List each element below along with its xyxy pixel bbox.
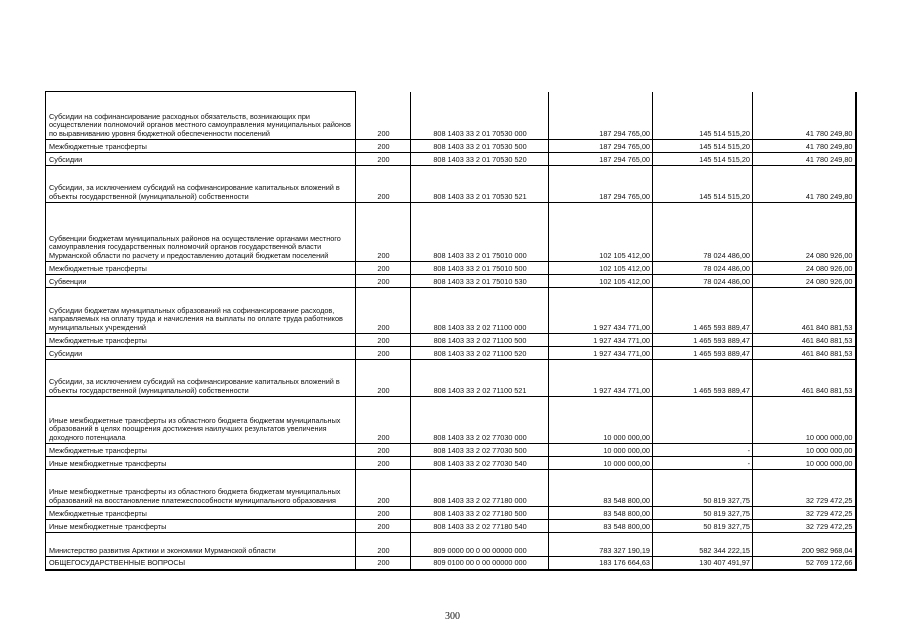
row-value-2: 1 465 593 889,47 [653, 360, 753, 397]
row-code: 200 [356, 360, 411, 397]
row-value-3: 10 000 000,00 [753, 444, 856, 457]
row-code: 200 [356, 533, 411, 557]
row-code: 200 [356, 275, 411, 288]
row-value-2: 1 465 593 889,47 [653, 288, 753, 334]
row-name: Субсидии [46, 347, 356, 360]
row-code: 200 [356, 457, 411, 470]
row-kbk: 808 1403 33 2 01 70530 000 [411, 92, 549, 140]
row-code: 200 [356, 288, 411, 334]
row-name: Межбюджетные трансферты [46, 140, 356, 153]
row-value-1: 187 294 765,00 [549, 153, 653, 166]
row-value-2: 1 465 593 889,47 [653, 334, 753, 347]
row-kbk: 809 0100 00 0 00 00000 000 [411, 557, 549, 570]
row-name: Субсидии, за исключением субсидий на софинансирование капитальных вложений в объекты государственной (муниципальной) собственности [46, 360, 356, 397]
table-row [46, 275, 856, 288]
row-value-2: 78 024 486,00 [653, 262, 753, 275]
row-kbk: 808 1403 33 2 02 71100 520 [411, 347, 549, 360]
table-row [46, 347, 856, 360]
row-name: Межбюджетные трансферты [46, 334, 356, 347]
table-row [46, 153, 856, 166]
table-row [46, 457, 856, 470]
row-value-1: 10 000 000,00 [549, 444, 653, 457]
row-kbk: 808 1403 33 2 02 77180 000 [411, 470, 549, 507]
row-name: Межбюджетные трансферты [46, 507, 356, 520]
row-value-1: 10 000 000,00 [549, 397, 653, 444]
row-value-1: 187 294 765,00 [549, 166, 653, 203]
row-name: Субсидии, за исключением субсидий на софинансирование капитальных вложений в объекты государственной (муниципальной) собственности [46, 166, 356, 203]
row-name: Межбюджетные трансферты [46, 262, 356, 275]
row-value-1: 1 927 434 771,00 [549, 288, 653, 334]
row-value-2: 145 514 515,20 [653, 166, 753, 203]
row-value-1: 83 548 800,00 [549, 520, 653, 533]
row-code: 200 [356, 444, 411, 457]
table-row [46, 334, 856, 347]
row-value-3: 461 840 881,53 [753, 288, 856, 334]
row-code: 200 [356, 203, 411, 262]
row-name: Субсидии на софинансирование расходных обязательств, возникающих при осуществлении полномочий органов местного самоуправления муниципальных районов по выравниванию уровня бюджетной обеспеченности поселений [46, 92, 356, 140]
row-code: 200 [356, 470, 411, 507]
row-value-1: 83 548 800,00 [549, 470, 653, 507]
row-value-1: 1 927 434 771,00 [549, 347, 653, 360]
row-name: Субсидии [46, 153, 356, 166]
row-code: 200 [356, 334, 411, 347]
row-value-1: 10 000 000,00 [549, 457, 653, 470]
row-kbk: 808 1403 33 2 02 77030 500 [411, 444, 549, 457]
row-value-1: 187 294 765,00 [549, 92, 653, 140]
row-code: 200 [356, 153, 411, 166]
row-value-2 [653, 397, 753, 444]
row-name: Иные межбюджетные трансферты из областного бюджета бюджетам муниципальных образований на восстановление платежеспособности муниципального образования [46, 470, 356, 507]
row-code: 200 [356, 140, 411, 153]
row-value-2: - [653, 444, 753, 457]
row-value-2: 50 819 327,75 [653, 470, 753, 507]
row-kbk: 808 1403 33 2 02 77180 500 [411, 507, 549, 520]
row-name: Иные межбюджетные трансферты [46, 520, 356, 533]
table-row [46, 92, 856, 140]
row-value-1: 187 294 765,00 [549, 140, 653, 153]
row-kbk: 808 1403 33 2 02 77180 540 [411, 520, 549, 533]
row-code: 200 [356, 507, 411, 520]
row-value-3: 24 080 926,00 [753, 275, 856, 288]
table-row [46, 520, 856, 533]
row-value-1: 1 927 434 771,00 [549, 360, 653, 397]
row-value-3: 461 840 881,53 [753, 360, 856, 397]
row-value-1: 102 105 412,00 [549, 262, 653, 275]
row-value-3: 32 729 472,25 [753, 520, 856, 533]
row-value-1: 1 927 434 771,00 [549, 334, 653, 347]
row-kbk: 808 1403 33 2 01 70530 521 [411, 166, 549, 203]
row-value-2: 582 344 222,15 [653, 533, 753, 557]
table-row [46, 288, 856, 334]
table-row [46, 203, 856, 262]
table-row [46, 360, 856, 397]
row-value-1: 183 176 664,63 [549, 557, 653, 570]
table-row [46, 444, 856, 457]
row-kbk: 808 1403 33 2 01 75010 530 [411, 275, 549, 288]
row-code: 200 [356, 347, 411, 360]
row-value-3: 32 729 472,25 [753, 470, 856, 507]
row-kbk: 808 1403 33 2 01 75010 000 [411, 203, 549, 262]
row-value-1: 102 105 412,00 [549, 203, 653, 262]
row-value-3: 24 080 926,00 [753, 203, 856, 262]
row-value-2: 145 514 515,20 [653, 153, 753, 166]
table-row [46, 470, 856, 507]
row-kbk: 808 1403 33 2 02 71100 500 [411, 334, 549, 347]
row-name: Межбюджетные трансферты [46, 444, 356, 457]
row-kbk: 809 0000 00 0 00 00000 000 [411, 533, 549, 557]
row-value-3: 52 769 172,66 [753, 557, 856, 570]
row-value-1: 83 548 800,00 [549, 507, 653, 520]
row-name: ОБЩЕГОСУДАРСТВЕННЫЕ ВОПРОСЫ [46, 557, 356, 570]
row-kbk: 808 1403 33 2 01 70530 500 [411, 140, 549, 153]
budget-table [45, 91, 857, 571]
table-row [46, 557, 856, 570]
row-value-3: 24 080 926,00 [753, 262, 856, 275]
row-value-3: 41 780 249,80 [753, 166, 856, 203]
row-code: 200 [356, 397, 411, 444]
row-value-3: 200 982 968,04 [753, 533, 856, 557]
row-value-3: 41 780 249,80 [753, 92, 856, 140]
row-value-3: 461 840 881,53 [753, 334, 856, 347]
row-name: Иные межбюджетные трансферты [46, 457, 356, 470]
row-value-3: 41 780 249,80 [753, 153, 856, 166]
table-row [46, 397, 856, 444]
row-kbk: 808 1403 33 2 02 71100 521 [411, 360, 549, 397]
row-code: 200 [356, 92, 411, 140]
row-code: 200 [356, 557, 411, 570]
row-code: 200 [356, 262, 411, 275]
row-name: Иные межбюджетные трансферты из областного бюджета бюджетам муниципальных образований в целях поощрения достижения наилучших результатов увеличения доходного потенциала [46, 397, 356, 444]
row-value-2: - [653, 457, 753, 470]
row-kbk: 808 1403 33 2 01 75010 500 [411, 262, 549, 275]
row-name: Субвенции бюджетам муниципальных районов на осуществление органами местного самоуправления государственных полномочий органов государственной власти Мурманской области по расчету и предоставлению дотаций бюджетам поселений [46, 203, 356, 262]
row-value-2: 78 024 486,00 [653, 203, 753, 262]
row-value-2: 50 819 327,75 [653, 507, 753, 520]
row-value-3: 10 000 000,00 [753, 457, 856, 470]
table-row [46, 166, 856, 203]
row-code: 200 [356, 166, 411, 203]
row-value-3: 41 780 249,80 [753, 140, 856, 153]
row-value-2: 130 407 491,97 [653, 557, 753, 570]
row-value-2: 50 819 327,75 [653, 520, 753, 533]
budget-table-body [46, 92, 856, 570]
row-kbk: 808 1403 33 2 01 70530 520 [411, 153, 549, 166]
row-name: Субвенции [46, 275, 356, 288]
table-row [46, 140, 856, 153]
row-value-3: 10 000 000,00 [753, 397, 856, 444]
page-number: 300 [445, 611, 460, 622]
row-value-1: 102 105 412,00 [549, 275, 653, 288]
row-kbk: 808 1403 33 2 02 71100 000 [411, 288, 549, 334]
row-code: 200 [356, 520, 411, 533]
table-row [46, 262, 856, 275]
row-value-3: 461 840 881,53 [753, 347, 856, 360]
row-value-3: 32 729 472,25 [753, 507, 856, 520]
row-value-1: 783 327 190,19 [549, 533, 653, 557]
table-row [46, 533, 856, 557]
row-name: Министерство развития Арктики и экономики Мурманской области [46, 533, 356, 557]
table-row [46, 507, 856, 520]
row-kbk: 808 1403 33 2 02 77030 000 [411, 397, 549, 444]
row-name: Субсидии бюджетам муниципальных образований на софинансирование расходов, направляемых на оплату труда и начисления на выплаты по оплате труда работников муниципальных учреждений [46, 288, 356, 334]
row-value-2: 145 514 515,20 [653, 140, 753, 153]
row-kbk: 808 1403 33 2 02 77030 540 [411, 457, 549, 470]
row-value-2: 1 465 593 889,47 [653, 347, 753, 360]
row-value-2: 78 024 486,00 [653, 275, 753, 288]
row-value-2: 145 514 515,20 [653, 92, 753, 140]
